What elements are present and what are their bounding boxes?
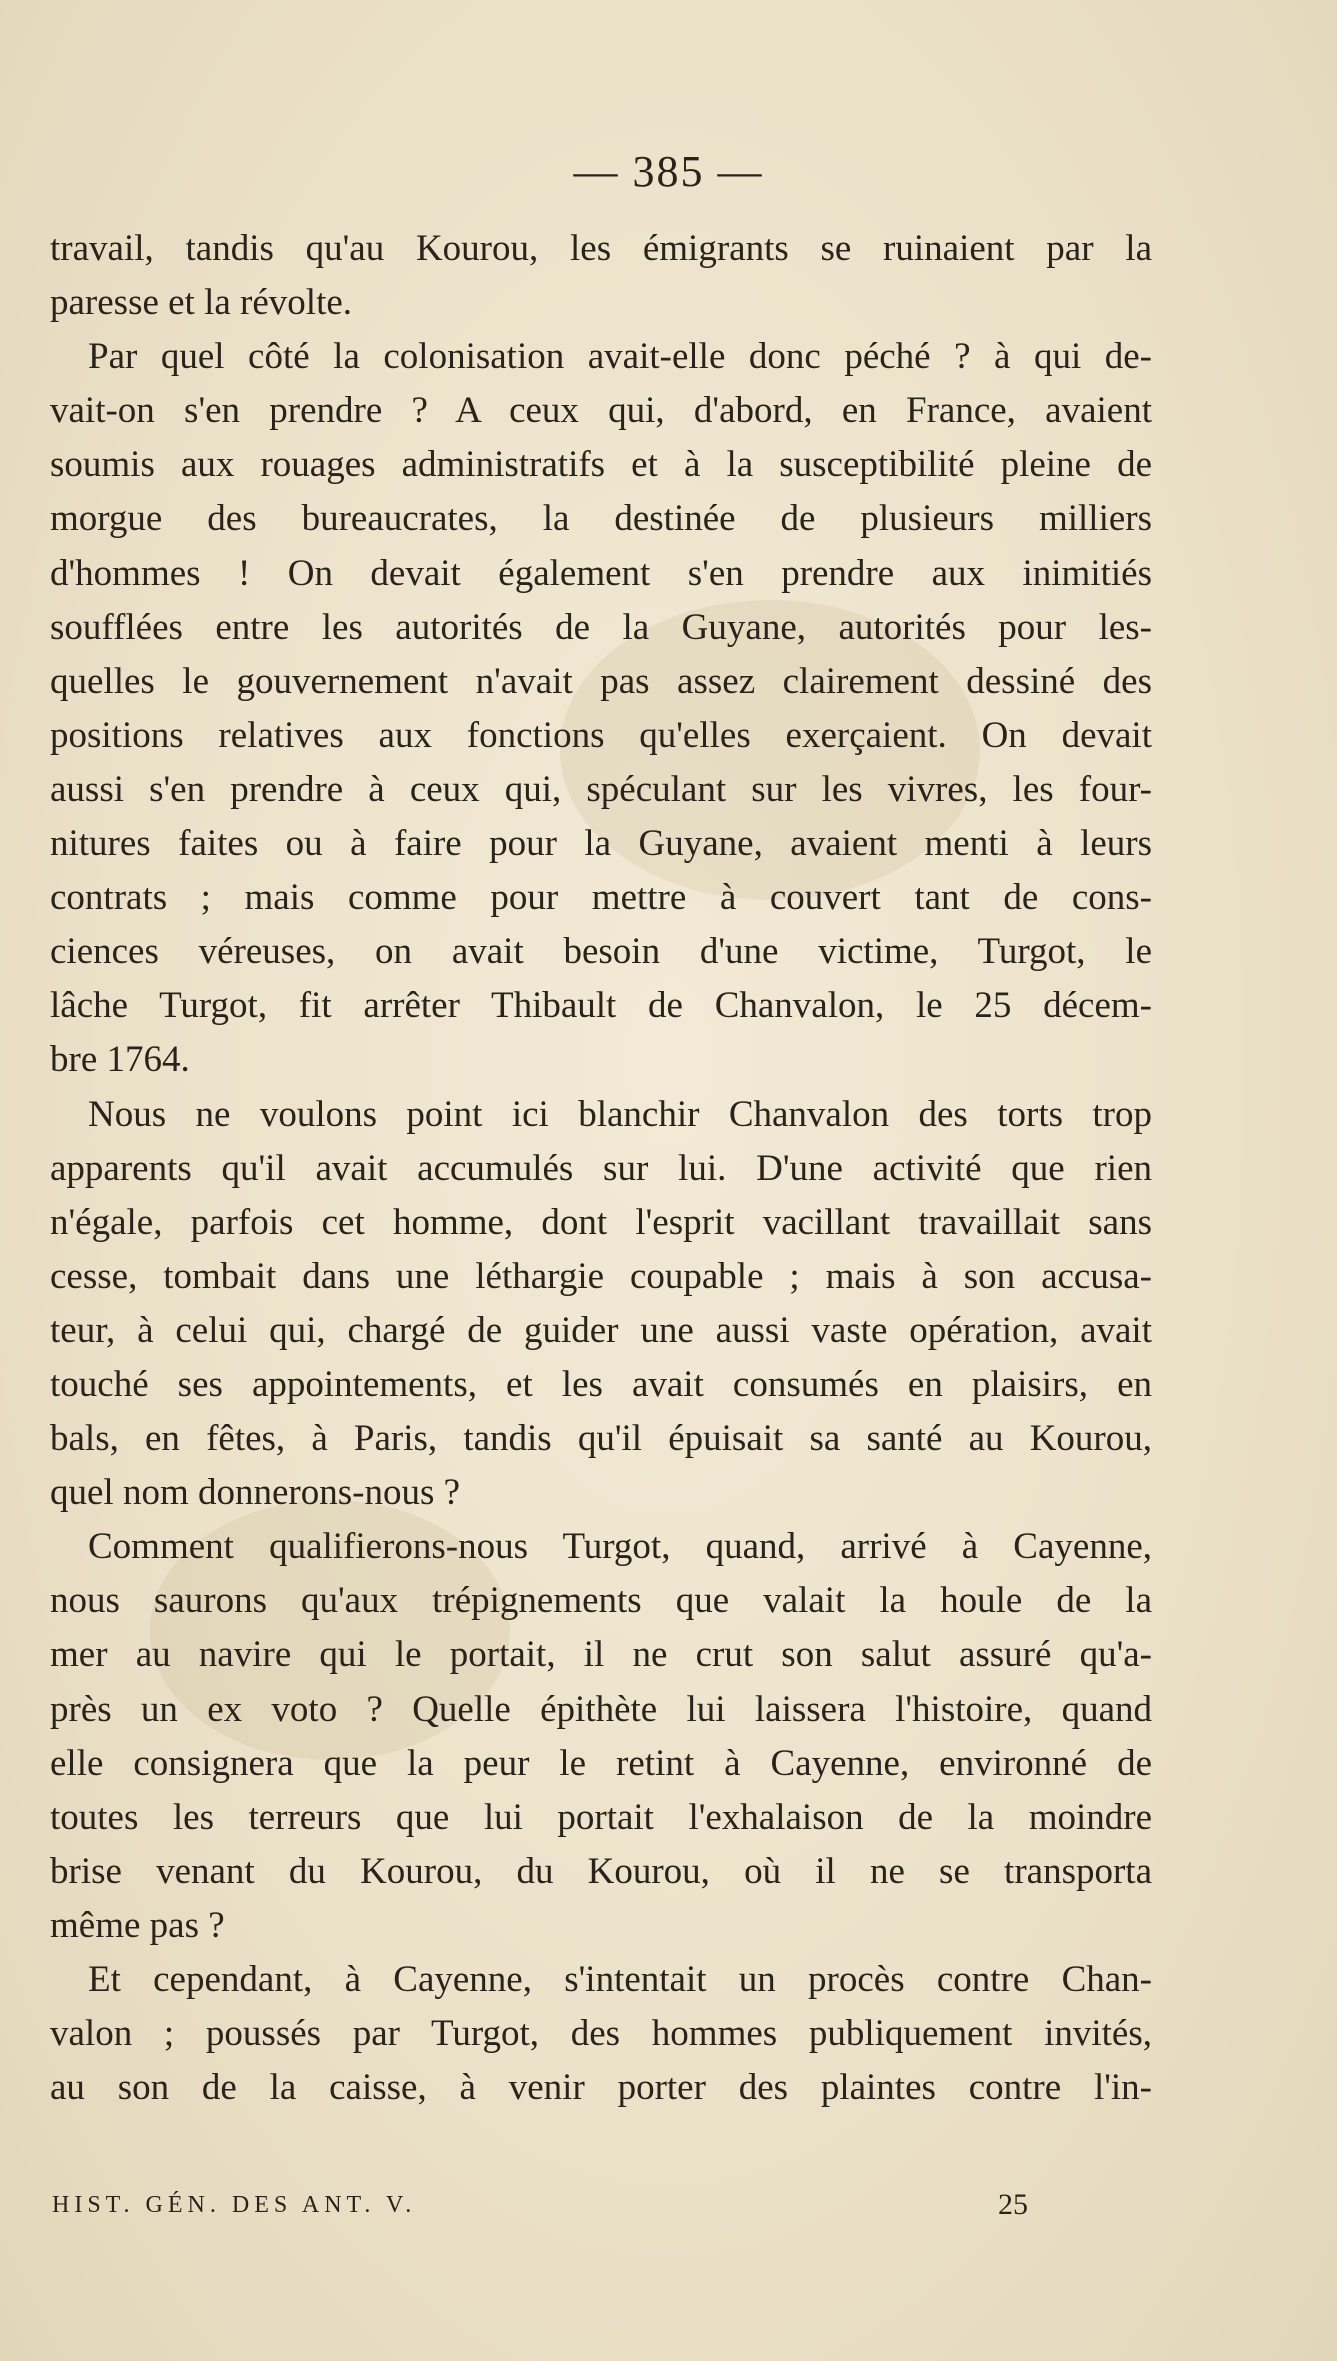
text-line: valon ; poussés par Turgot, des hommes publiquement invités,: [50, 2013, 1152, 2055]
text-line: apparents qu'il avait accumulés sur lui. D'une activité que rien: [50, 1147, 1152, 1189]
text-line: teur, à celui qui, chargé de guider une aussi vaste opération, avait: [50, 1309, 1152, 1351]
text-line: Et cependant, à Cayenne, s'intentait un procès contre Chan-: [88, 1959, 1152, 2000]
text-line: bals, en fêtes, à Paris, tandis qu'il épuisait sa santé au Kourou,: [50, 1418, 1152, 1460]
footer-signature: HIST. GÉN. DES ANT. V.: [52, 2192, 417, 2218]
text-line: touché ses appointements, et les avait consumés en plaisirs, en: [50, 1363, 1152, 1405]
footer-signature-number: 25: [998, 2188, 1028, 2221]
text-line: Comment qualifierons-nous Turgot, quand, arrivé à Cayenne,: [88, 1526, 1152, 1568]
page-footer: [52, 2185, 1052, 2225]
text-line: ciences véreuses, on avait besoin d'une victime, Turgot, le: [50, 931, 1152, 973]
text-line: bre 1764.: [50, 1039, 190, 1081]
page-number: — 385 —: [573, 147, 764, 196]
text-line: Par quel côté la colonisation avait-elle donc péché ? à qui de-: [88, 336, 1152, 378]
text-line: quel nom donnerons-nous ?: [50, 1472, 461, 1514]
text-line: paresse et la révolte.: [50, 282, 353, 324]
text-line: près un ex voto ? Quelle épithète lui laissera l'histoire, quand: [50, 1688, 1152, 1730]
text-line: d'hommes ! On devait également s'en prendre aux inimitiés: [50, 552, 1152, 594]
text-line: cesse, tombait dans une léthargie coupable ; mais à son accusa-: [50, 1255, 1152, 1297]
text-line: morgue des bureaucrates, la destinée de plusieurs milliers: [50, 498, 1152, 540]
text-line: contrats ; mais comme pour mettre à couvert tant de cons-: [50, 877, 1152, 919]
body-text: [50, 222, 1152, 2115]
text-line: elle consignera que la peur le retint à Cayenne, environné de: [50, 1742, 1152, 1784]
text-line: quelles le gouvernement n'avait pas assez clairement dessiné des: [50, 660, 1152, 702]
text-line: mer au navire qui le portait, il ne crut son salut assuré qu'a-: [50, 1634, 1152, 1676]
text-line: lâche Turgot, fit arrêter Thibault de Chanvalon, le 25 décem-: [50, 985, 1152, 1027]
text-line: soufflées entre les autorités de la Guyane, autorités pour les-: [50, 606, 1152, 648]
text-line: au son de la caisse, à venir porter des plaintes contre l'in-: [50, 2067, 1152, 2109]
text-line: aussi s'en prendre à ceux qui, spéculant sur les vivres, les four-: [50, 768, 1152, 810]
text-line: Nous ne voulons point ici blanchir Chanvalon des torts trop: [88, 1093, 1152, 1135]
text-line: vait-on s'en prendre ? A ceux qui, d'abord, en France, avaient: [50, 390, 1152, 432]
text-line: brise venant du Kourou, du Kourou, où il ne se transporta: [50, 1850, 1152, 1892]
text-line: nitures faites ou à faire pour la Guyane, avaient menti à leurs: [50, 823, 1152, 865]
text-line: même pas ?: [50, 1904, 225, 1946]
text-line: soumis aux rouages administratifs et à la susceptibilité pleine de: [50, 444, 1152, 486]
text-line: nous saurons qu'aux trépignements que valait la houle de la: [50, 1580, 1152, 1622]
text-line: n'égale, parfois cet homme, dont l'esprit vacillant travaillait sans: [50, 1201, 1152, 1243]
text-line: travail, tandis qu'au Kourou, les émigrants se ruinaient par la: [50, 228, 1152, 269]
text-line: toutes les terreurs que lui portait l'exhalaison de la moindre: [50, 1796, 1152, 1838]
text-line: positions relatives aux fonctions qu'elles exerçaient. On devait: [50, 714, 1152, 756]
